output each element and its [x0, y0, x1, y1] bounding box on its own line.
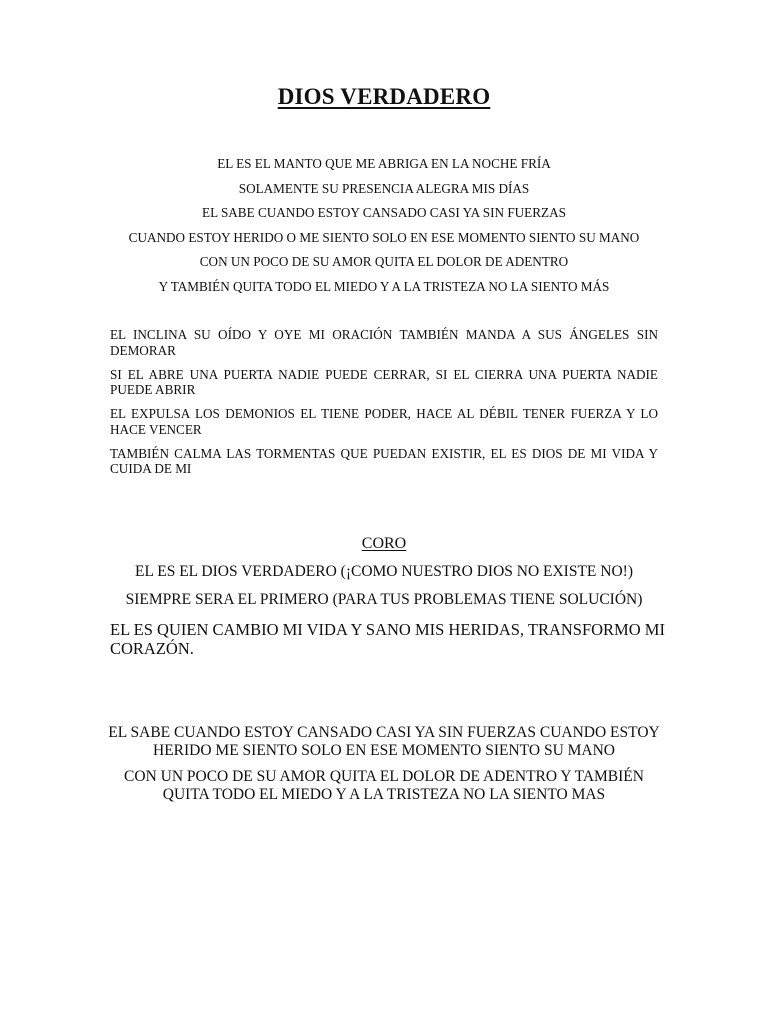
song-title: DIOS VERDADERO [277, 84, 491, 109]
verse-2 [110, 327, 658, 485]
coro-lines [60, 562, 708, 618]
verse-paragraph: EL SABE CUANDO ESTOY CANSADO CASI YA SIN FUERZAS CUANDO ESTOY HERIDO ME SIENTO SOLO EN ESE MOMENTO SIENTO SU MANO [108, 724, 660, 759]
verse-line: SOLAMENTE SU PRESENCIA ALEGRA MIS DÍAS [238, 180, 530, 196]
verse-3 [100, 724, 668, 812]
coro-line: EL ES EL DIOS VERDADERO (¡COMO NUESTRO DIOS NO EXISTE NO!) [135, 563, 633, 580]
verse-line: EL SABE CUANDO ESTOY CANSADO CASI YA SIN FUERZAS [202, 205, 566, 220]
coro-heading: CORO [361, 535, 407, 552]
coro-closing: EL ES QUIEN CAMBIO MI VIDA Y SANO MIS HERIDAS, TRANSFORMO MI CORAZÓN. [110, 620, 665, 658]
verse-paragraph: EL EXPULSA LOS DEMONIOS EL TIENE PODER, HACE AL DÉBIL TENER FUERZA Y LO HACE VENCER [110, 406, 658, 437]
verse-paragraph: CON UN POCO DE SU AMOR QUITA EL DOLOR DE ADENTRO Y TAMBIÉN QUITA TODO EL MIEDO Y A LA TRISTEZA NO LA SIENTO MAS [124, 768, 644, 803]
verse-1 [60, 156, 708, 303]
verse-line: CUANDO ESTOY HERIDO O ME SIENTO SOLO EN ESE MOMENTO SIENTO SU MANO [128, 229, 640, 245]
verse-line: CON UN POCO DE SU AMOR QUITA EL DOLOR DE ADENTRO [199, 254, 569, 269]
verse-line: EL ES EL MANTO QUE ME ABRIGA EN LA NOCHE FRÍA [217, 156, 551, 171]
verse-paragraph: EL INCLINA SU OÍDO Y OYE MI ORACIÓN TAMBIÉN MANDA A SUS ÁNGELES SIN DEMORAR [110, 327, 658, 358]
coro-line: SIEMPRE SERA EL PRIMERO (PARA TUS PROBLEMAS TIENE SOLUCIÓN) [125, 591, 643, 608]
verse-paragraph: SI EL ABRE UNA PUERTA NADIE PUEDE CERRAR, SI EL CIERRA UNA PUERTA NADIE PUEDE ABRIR [110, 366, 658, 397]
verse-line: Y TAMBIÉN QUITA TODO EL MIEDO Y A LA TRISTEZA NO LA SIENTO MÁS [158, 278, 610, 294]
verse-paragraph: TAMBIÉN CALMA LAS TORMENTAS QUE PUEDAN EXISTIR, EL ES DIOS DE MI VIDA Y CUIDA DE MI [110, 445, 658, 476]
